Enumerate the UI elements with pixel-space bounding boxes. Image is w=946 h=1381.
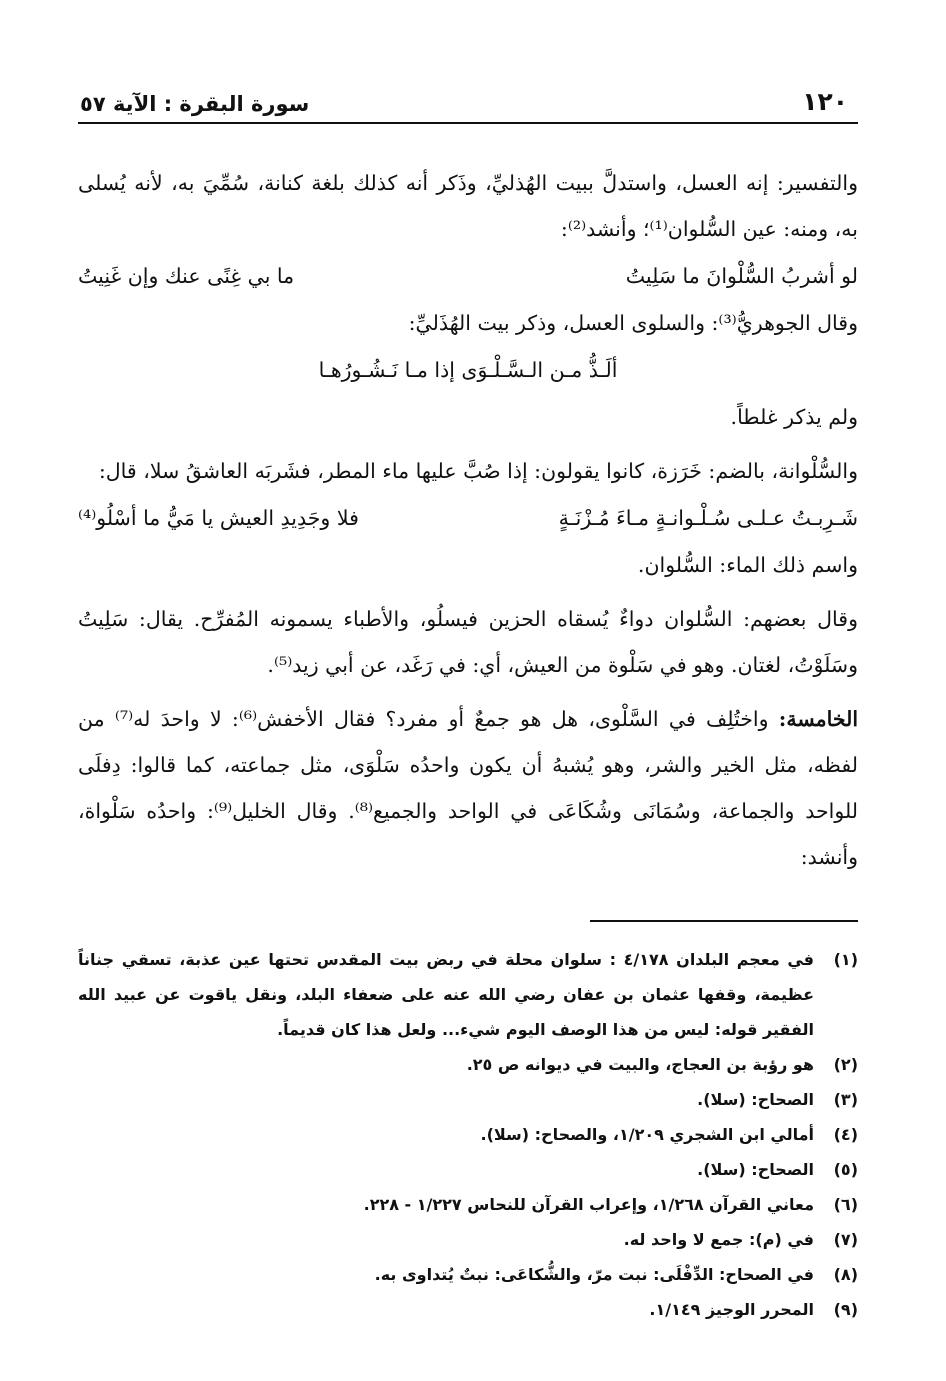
footnote-text: المحرر الوجيز ١/١٤٩.	[649, 1300, 814, 1319]
main-text	[78, 160, 858, 880]
paragraph-jawhari: وقال الجوهريُّ⁽³⁾: والسلوى العسل، وذكر بيت الهُذَليِّ:	[408, 311, 858, 335]
paragraph-fifth-issue	[78, 696, 858, 880]
paragraph-sulwana: والسُّلْوانة، بالضم: خَرَزة، كانوا يقولون: إذا صُبَّ عليها ماء المطر، فشَربَه العاشقُ سلا، قال:	[98, 459, 858, 483]
footnote-text: معاني القرآن ١/٢٦٨، وإعراب القرآن للنحاس ١/٢٢٧ - ٢٢٨.	[363, 1195, 814, 1214]
footnote-number: (٧)	[833, 1230, 858, 1249]
footnote-number: (٨)	[833, 1265, 858, 1284]
verse-1-hemistich-right: لو أشربُ السُّلْوانَ ما سَلِيتُ	[625, 264, 858, 288]
footnote-number: (٩)	[833, 1300, 858, 1319]
footnote-text: الصحاح: (سلا).	[697, 1090, 814, 1109]
footnote-number: (٢)	[833, 1055, 858, 1074]
paragraph-remedy: وقال بعضهم: السُّلوان دواءٌ يُسقاه الحزين فيسلُو، والأطباء يسمونه المُفرِّح. يقال: سَلِيتُ وسَلَوْتُ، لغتان. وهو في سَلْوة من العيش، أي: في رَغَد، عن أبي زيد⁽⁵⁾.	[78, 607, 858, 677]
page-number: ١٢٠	[802, 87, 848, 116]
footnote-text: في (م): جمع لا واحد له.	[623, 1230, 814, 1249]
paragraph-no-error: ولم يذكر غلطاً.	[730, 405, 858, 429]
paragraph-water-name: واسم ذلك الماء: السُّلوان.	[637, 553, 858, 577]
verse-1	[78, 252, 858, 300]
footnotes	[78, 942, 858, 1327]
book-page	[78, 80, 858, 1350]
verse-3-hemistich-left: فلا وجَدِيدِ العيش يا مَيُّ ما أسْلُو⁽⁴⁾	[78, 506, 359, 530]
paragraph-tafsir: والتفسير: إنه العسل، واستدلَّ ببيت الهُذليِّ، وذَكر أنه كذلك بلغة كنانة، سُمِّيَ به، لأنه يُسلى به، ومنه: عين السُّلوان⁽¹⁾؛ وأنشد⁽²⁾:	[78, 171, 858, 241]
footnote-item	[78, 1082, 858, 1117]
footnote-item	[78, 1152, 858, 1187]
footnote-item	[78, 1117, 858, 1152]
footnote-number: (٣)	[833, 1090, 858, 1109]
footnote-item	[78, 1222, 858, 1257]
footnote-number: (١)	[833, 950, 858, 969]
verse-1-hemistich-left: ما بي غِنًى عنك وإن غَنِيتُ	[78, 264, 295, 288]
footnote-item	[78, 1257, 858, 1292]
page-header	[78, 80, 858, 124]
verse-3-hemistich-right: شَـرِبـتُ عـلـى سُـلْـوانـةٍ مـاءَ مُـزْنَـةٍ	[558, 506, 858, 530]
footnote-text: أمالي ابن الشجري ١/٢٠٩، والصحاح: (سلا).	[480, 1125, 814, 1144]
footnote-number: (٦)	[833, 1195, 858, 1214]
footnote-item	[78, 1187, 858, 1222]
footnote-text: في معجم البلدان ٤/١٧٨ : سلوان محلة في ربض بيت المقدس تحتها عين عذبة، تسقي جناناً عظيمة، وقفها عثمان بن عفان رضي الله عنه على ضعفاء البلد، ونقل ياقوت عن عبيد الله الفقير قوله: ليس من هذا الوصف اليوم شيء... ولعل هذا كان قديماً.	[78, 950, 814, 1039]
footnote-text: الصحاح: (سلا).	[697, 1160, 814, 1179]
footnote-text: في الصحاح: الدِّفْلَى: نبت مرّ، والشُّكاعَى: نبتٌ يُتداوى به.	[374, 1265, 814, 1284]
footnote-divider	[590, 920, 858, 922]
footnote-item	[78, 1292, 858, 1327]
footnote-number: (٤)	[833, 1125, 858, 1144]
running-title: سورة البقرة : الآية ٥٧	[80, 92, 310, 116]
fifth-issue-lead: الخامسة:	[778, 707, 859, 731]
fifth-issue-text: واختُلِف في السَّلْوى، هل هو جمعٌ أو مفرد؟ فقال الأخفش⁽⁶⁾: لا واحدَ له⁽⁷⁾ من لفظه، مثل الخير والشر، وهو يُشبهُ أن يكون واحدُه سَلْوَى، مثل جماعته، كما قالوا: دِفلَى للواحد والجماعة، وسُمَانَى وشُكَاعَى في الواحد والجميع⁽⁸⁾. وقال الخليل⁽⁹⁾: واحدُه سَلْواة، وأنشد:	[78, 707, 858, 869]
footnote-item	[78, 1047, 858, 1082]
footnote-item	[78, 942, 858, 1047]
verse-3	[78, 494, 858, 542]
footnote-text: هو رؤبة بن العجاج، والبيت في ديوانه ص ٢٥.	[466, 1055, 814, 1074]
footnote-number: (٥)	[833, 1160, 858, 1179]
verse-2	[78, 346, 858, 394]
verse-2-hemistich: ألَـذُّ مـن الـسَّـلْـوَى إذا مـا نَـشُـورُهـا	[318, 358, 618, 382]
